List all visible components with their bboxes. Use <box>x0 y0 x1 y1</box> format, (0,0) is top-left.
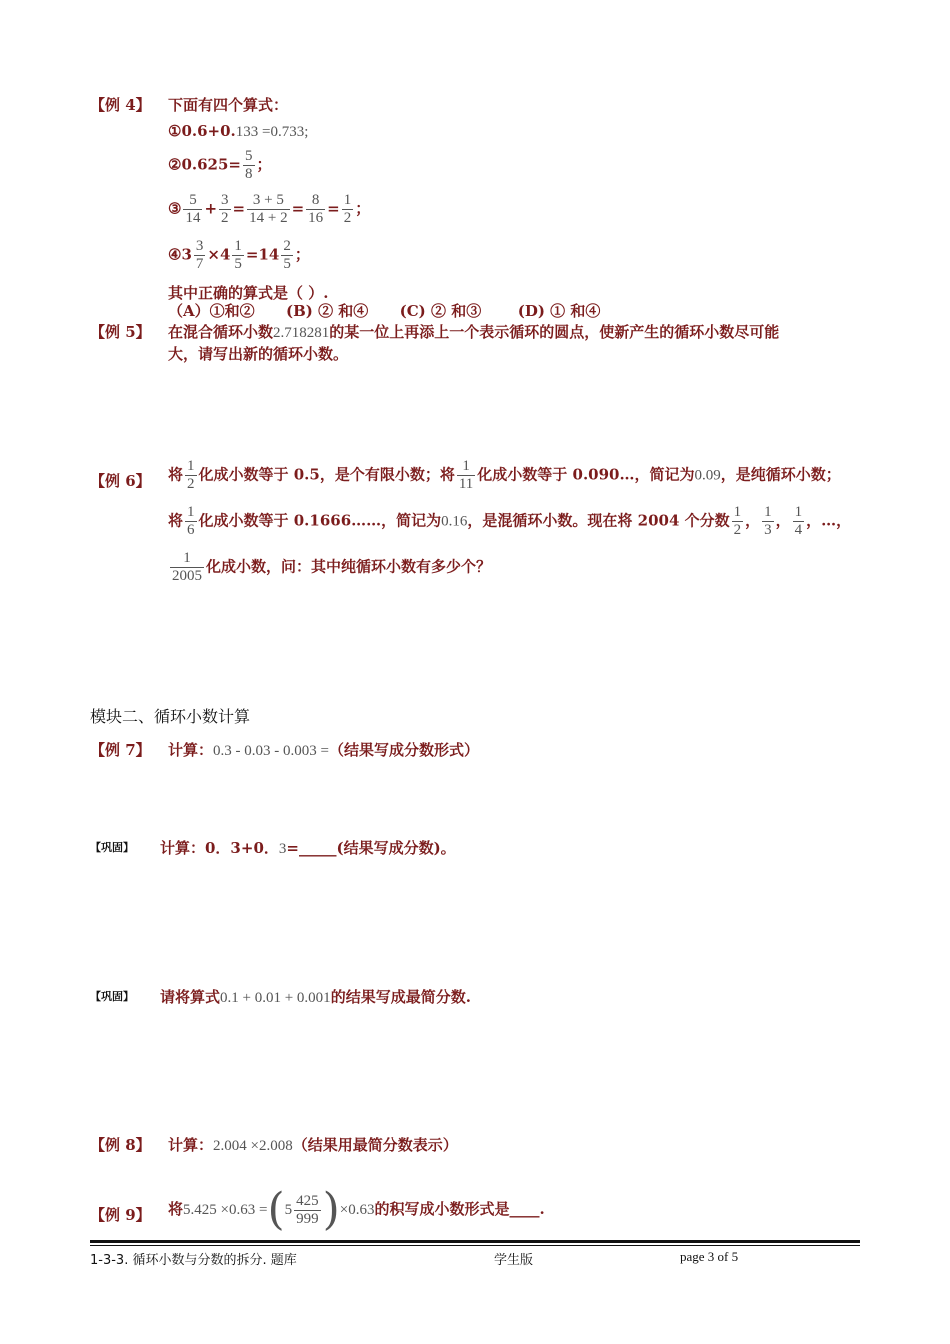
fraction-denominator: 999 <box>296 1210 319 1227</box>
example-6-line-3 <box>168 550 491 585</box>
consolidation-1-eq: = <box>286 839 299 857</box>
example-7-label: 【例 7】 <box>90 741 151 759</box>
fraction-numerator: 3 <box>221 192 229 208</box>
example-4-question: 其中正确的算式是（ ）. <box>168 284 329 302</box>
example-9-body <box>168 1184 545 1235</box>
example-6-text: ，…， <box>806 511 852 530</box>
fraction-denominator: 2005 <box>172 568 202 584</box>
fraction-denominator: 3 <box>764 522 772 538</box>
comma: ， <box>745 511 761 530</box>
consolidation-1-math: 3 <box>278 841 287 857</box>
formula-2-end: ； <box>256 155 272 174</box>
fraction-denominator: 5 <box>234 256 242 272</box>
example-7-body <box>168 739 479 760</box>
example-4-options: （A）①和② (B) ② 和④ (C) ② 和③ (D) ① 和④ <box>168 302 601 320</box>
fraction-numerator: 5 <box>189 192 197 208</box>
example-8-text: 计算： <box>168 1136 214 1154</box>
fraction-numerator: 3 <box>195 238 204 254</box>
fraction-denominator: 2 <box>733 522 742 538</box>
example-9-math: ×0.63 <box>339 1202 375 1218</box>
consolidation-1-text: (结果写成分数)。 <box>336 839 456 857</box>
plus-sign: + <box>204 199 218 218</box>
whole-number: 5 <box>284 1202 293 1218</box>
footer-page-number: page 3 of 5 <box>680 1249 739 1264</box>
right-paren: ) <box>322 1184 340 1235</box>
example-6-text: 将 <box>168 465 184 484</box>
fraction-denominator: 11 <box>458 476 474 492</box>
fraction-denominator: 2 <box>343 210 352 226</box>
example-6-text: ，是混循环小数。现在将 2004 个分数 <box>467 511 730 530</box>
example-5-line-2: 大，请写出新的循环小数。 <box>168 345 349 363</box>
example-6-line-2 <box>168 504 851 539</box>
footer-left: 1-3-3. 循环小数与分数的拆分. 题库 <box>90 1253 297 1268</box>
fraction-denominator: 5 <box>283 256 291 272</box>
formula-3 <box>168 192 370 227</box>
repeating-decimal: 0.16 <box>441 513 468 530</box>
comma: ， <box>775 511 791 530</box>
module-2-title: 模块二、循环小数计算 <box>90 707 251 726</box>
fraction-denominator: 2 <box>221 210 229 226</box>
answer-blank: ____ <box>509 1200 540 1218</box>
consolidation-2-text: 的结果写成最简分数. <box>330 988 471 1006</box>
fraction-numerator: 1 <box>183 550 191 566</box>
example-8-text: （结果用最简分数表示） <box>292 1136 458 1154</box>
fraction-numerator: 2 <box>283 238 291 254</box>
example-9-label: 【例 9】 <box>90 1206 151 1224</box>
example-5-line-1 <box>168 321 779 342</box>
equals-sign: = <box>291 199 305 218</box>
fraction-denominator: 2 <box>187 476 195 492</box>
answer-blank: _____ <box>298 839 337 857</box>
equals-sign: = <box>327 199 340 218</box>
fraction-numerator: 1 <box>462 458 470 474</box>
example-6-text: 化成小数等于 0.5，是个有限小数；将 <box>198 465 455 484</box>
fraction-numerator: 1 <box>733 504 742 520</box>
example-6-text: 化成小数，问：其中纯循环小数有多少个？ <box>206 557 492 576</box>
formula-4 <box>168 238 310 273</box>
consolidation-tag: 【巩固】 <box>90 990 134 1003</box>
formula-1-math: 133 =0.733; <box>235 124 309 140</box>
fraction-numerator: 8 <box>311 192 320 208</box>
formula-1 <box>168 122 308 141</box>
consolidation-1-text: 计算：0．3+0． <box>160 839 279 857</box>
equals-14: =14 <box>245 245 280 264</box>
example-7-text: 计算： <box>168 741 214 759</box>
consolidation-2-body <box>160 986 471 1007</box>
fraction-numerator: 1 <box>794 504 803 520</box>
fraction-denominator: 16 <box>308 210 324 226</box>
left-paren: ( <box>267 1184 285 1235</box>
fraction-numerator: 1 <box>187 504 195 520</box>
example-9-text: 的积写成小数形式是 <box>374 1200 510 1218</box>
decimal-number: 2.718281 <box>273 325 330 341</box>
example-7-math: 0.3 - 0.03 - 0.003 = <box>213 743 329 759</box>
formula-4-end: ； <box>294 245 310 264</box>
fraction-numerator: 3 + 5 <box>252 192 284 208</box>
example-5-text-cont: 的某一位上再添上一个表示循环的圆点，使新产生的循环小数尽可能 <box>329 323 780 341</box>
example-4-intro: 下面有四个算式： <box>168 96 289 114</box>
fraction-denominator: 6 <box>187 522 195 538</box>
footer-rule-thin <box>90 1245 860 1246</box>
example-6-text: 化成小数等于 0.090…，简记为 <box>477 465 695 484</box>
example-9-text: 将 <box>168 1200 184 1218</box>
example-6-label: 【例 6】 <box>90 472 151 490</box>
example-8-math: 2.004 ×2.008 <box>213 1138 293 1154</box>
fraction-numerator: 1 <box>234 238 242 254</box>
fraction-numerator: 5 <box>245 148 253 164</box>
fraction-numerator: 1 <box>764 504 772 520</box>
example-9-text: . <box>539 1200 545 1218</box>
consolidation-1-body <box>160 837 456 858</box>
example-5-text: 在混合循环小数 <box>168 323 274 341</box>
fraction-denominator: 7 <box>195 256 204 272</box>
formula-3-end: ； <box>355 199 371 218</box>
fraction-denominator: 14 + 2 <box>249 210 288 226</box>
fraction-denominator: 14 <box>185 210 201 226</box>
example-6-text: 将 <box>168 511 184 530</box>
example-6-line-1 <box>168 458 841 493</box>
example-4-label: 【例 4】 <box>90 96 151 114</box>
example-6-text: 化成小数等于 0.1666……，简记为 <box>198 511 442 530</box>
fraction-numerator: 1 <box>343 192 352 208</box>
fraction-numerator: 1 <box>187 458 195 474</box>
equals-sign: = <box>232 199 246 218</box>
formula-4-prefix: ④3 <box>168 245 192 264</box>
example-8-body <box>168 1134 458 1155</box>
consolidation-2-math: 0.1 + 0.01 + 0.001 <box>220 990 331 1006</box>
formula-2 <box>168 148 272 183</box>
fraction-numerator: 425 <box>296 1192 319 1209</box>
footer-center: 学生版 <box>494 1253 534 1268</box>
consolidation-tag: 【巩固】 <box>90 841 134 854</box>
formula-2-prefix: ②0.625= <box>168 155 241 174</box>
times-4: ×4 <box>207 245 231 264</box>
repeating-decimal: 0.09 <box>694 467 721 484</box>
example-6-text: ，是纯循环小数； <box>720 465 841 484</box>
consolidation-2-text: 请将算式 <box>160 988 221 1006</box>
fraction-denominator: 8 <box>245 166 253 182</box>
example-9-math: 5.425 ×0.63 = <box>183 1202 268 1218</box>
fraction-denominator: 4 <box>794 522 803 538</box>
example-7-text: （结果写成分数形式） <box>328 741 479 759</box>
example-5-label: 【例 5】 <box>90 323 151 341</box>
example-8-label: 【例 8】 <box>90 1136 151 1154</box>
footer-rule-thick <box>90 1240 860 1243</box>
formula-1-prefix: ①0.6+0. <box>168 122 236 140</box>
formula-3-prefix: ③ <box>168 199 182 218</box>
